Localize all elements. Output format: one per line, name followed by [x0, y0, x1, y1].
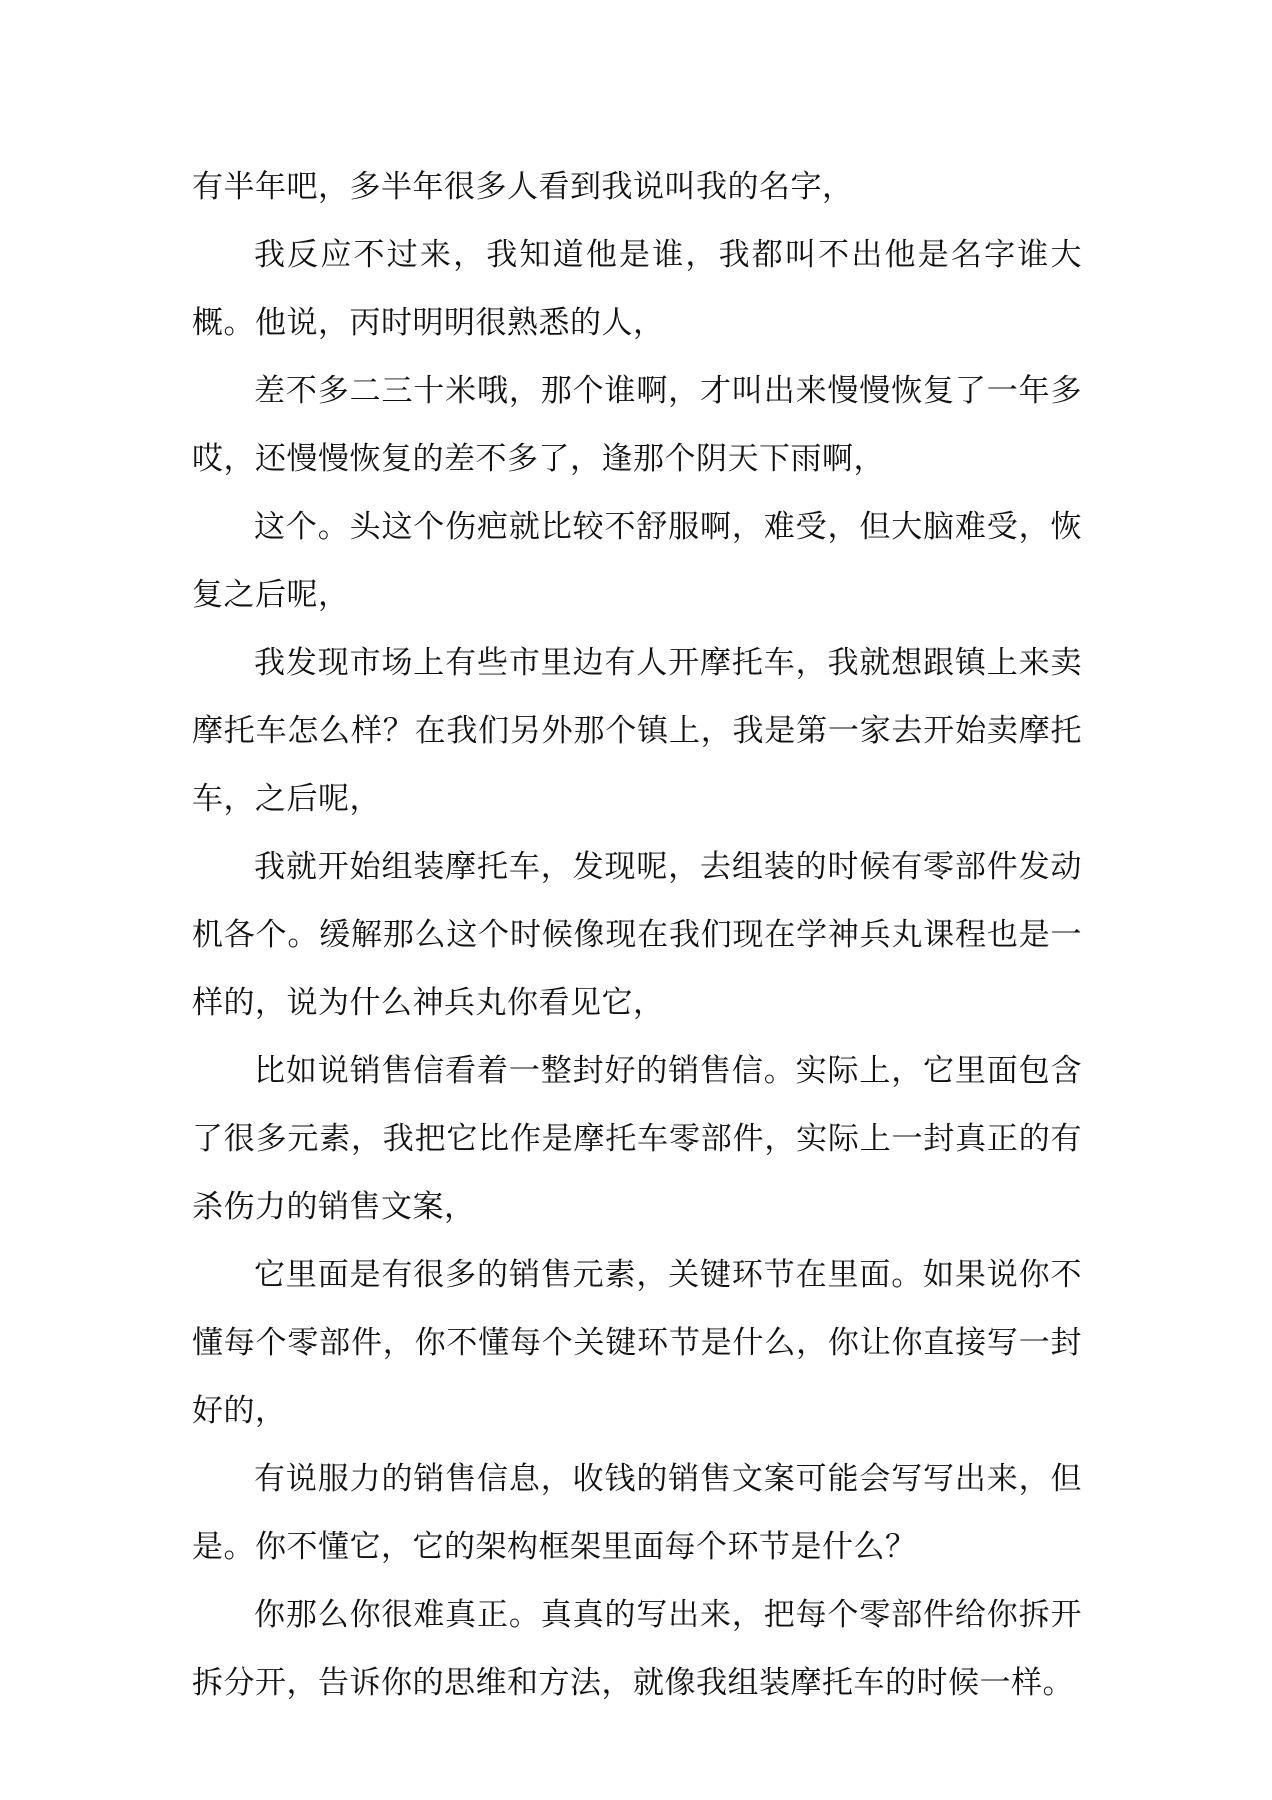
paragraph: 我发现市场上有些市里边有人开摩托车，我就想跟镇上来卖摩托车怎么样？在我们另外那个镇上，我是第一家去开始卖摩托车，之后呢，: [192, 645, 1082, 817]
paragraph: 它里面是有很多的销售元素，关键环节在里面。如果说你不懂每个零部件，你不懂每个关键环节是什么，你让你直接写一封好的，: [192, 1257, 1082, 1429]
paragraph: 比如说销售信看着一整封好的销售信。实际上，它里面包含了很多元素，我把它比作是摩托车零部件，实际上一封真正的有杀伤力的销售文案，: [192, 1053, 1082, 1225]
paragraph: 我反应不过来，我知道他是谁，我都叫不出他是名字谁大概。他说，丙时明明很熟悉的人，: [192, 237, 1082, 341]
paragraph: 你那么你很难真正。真真的写出来，把每个零部件给你拆开拆分开，告诉你的思维和方法，就像我组装摩托车的时候一样。: [192, 1597, 1082, 1701]
paragraph: 差不多二三十米哦，那个谁啊，才叫出来慢慢恢复了一年多哎，还慢慢恢复的差不多了，逢那个阴天下雨啊，: [192, 373, 1082, 477]
paragraph: 我就开始组装摩托车，发现呢，去组装的时候有零部件发动机各个。缓解那么这个时候像现在我们现在学神兵丸课程也是一样的，说为什么神兵丸你看见它，: [192, 849, 1082, 1021]
document-body: [192, 153, 1082, 1717]
paragraph: 这个。头这个伤疤就比较不舒服啊，难受，但大脑难受，恢复之后呢，: [192, 509, 1082, 613]
paragraph: 有半年吧，多半年很多人看到我说叫我的名字，: [192, 169, 854, 205]
paragraph: 有说服力的销售信息，收钱的销售文案可能会写写出来，但是。你不懂它，它的架构框架里面每个环节是什么？: [192, 1461, 1082, 1565]
